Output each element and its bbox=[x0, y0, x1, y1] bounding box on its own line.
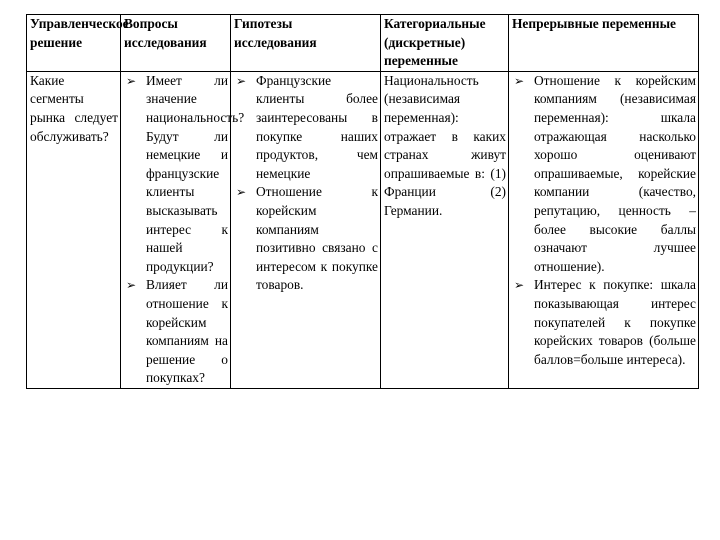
list-item bbox=[124, 276, 228, 388]
header-research-questions: Вопросы исследования bbox=[121, 15, 231, 72]
table-row bbox=[27, 71, 699, 388]
arrow-bullet-icon: ➢ bbox=[126, 278, 137, 293]
list-item bbox=[234, 72, 378, 184]
list-item bbox=[512, 72, 696, 277]
continuous-text: Интерес к покупке: шкала показывающая интерес покупателей к покупке корейских товаров (больше баллов=больше интереса). bbox=[534, 277, 696, 367]
cell-questions bbox=[121, 71, 245, 388]
arrow-bullet-icon: ➢ bbox=[514, 73, 525, 88]
header-row bbox=[27, 15, 699, 72]
continuous-list bbox=[512, 72, 696, 370]
header-categorical-variables: Категориальные (дискретные) переменные bbox=[381, 15, 509, 72]
header-research-hypotheses: Гипотезы исследования bbox=[231, 15, 381, 72]
arrow-bullet-icon: ➢ bbox=[514, 278, 525, 293]
list-item bbox=[124, 72, 245, 277]
arrow-bullet-icon: ➢ bbox=[236, 73, 247, 88]
cell-hypotheses bbox=[231, 71, 381, 388]
arrow-bullet-icon: ➢ bbox=[236, 185, 247, 200]
header-continuous-variables: Непрерывные переменные bbox=[509, 15, 699, 72]
questions-list bbox=[124, 72, 245, 388]
hypothesis-text: Французские клиенты более заинтересованы в покупке наших продуктов, чем немецкие bbox=[256, 72, 378, 181]
list-item bbox=[234, 183, 378, 295]
list-item bbox=[512, 276, 696, 369]
header-management-decision: Управленческое решение bbox=[27, 15, 121, 72]
research-table bbox=[26, 14, 699, 389]
cell-categorical bbox=[381, 71, 509, 388]
cell-continuous bbox=[509, 71, 699, 388]
continuous-text: Отношение к корейским компаниям (независимая переменная): шкала отражающая насколько хорошо оценивают опрашиваемые, корейские компании (качество, репутацию, ценность – более высокие баллы означают лучшее отношение). bbox=[534, 72, 696, 274]
question-text: Влияет ли отношение к корейским компаниям на решение о покупках? bbox=[146, 277, 228, 386]
cell-decision bbox=[27, 71, 121, 388]
hypotheses-list bbox=[234, 72, 378, 295]
hypothesis-text: Отношение к корейским компаниям позитивно связано с интересом к покупке товаров. bbox=[256, 184, 378, 293]
decision-text: Какие сегменты рынка следует обслуживать? bbox=[30, 72, 118, 144]
categorical-text: Национальность (независимая переменная): отражает в каких странах живут опрашиваемые в: (1) Франции (2) Германии. bbox=[384, 72, 506, 218]
arrow-bullet-icon: ➢ bbox=[126, 73, 137, 88]
question-text: Имеет ли значение национальность? Будут ли немецкие и французские клиенты высказывать интерес к нашей продукции? bbox=[146, 72, 245, 274]
